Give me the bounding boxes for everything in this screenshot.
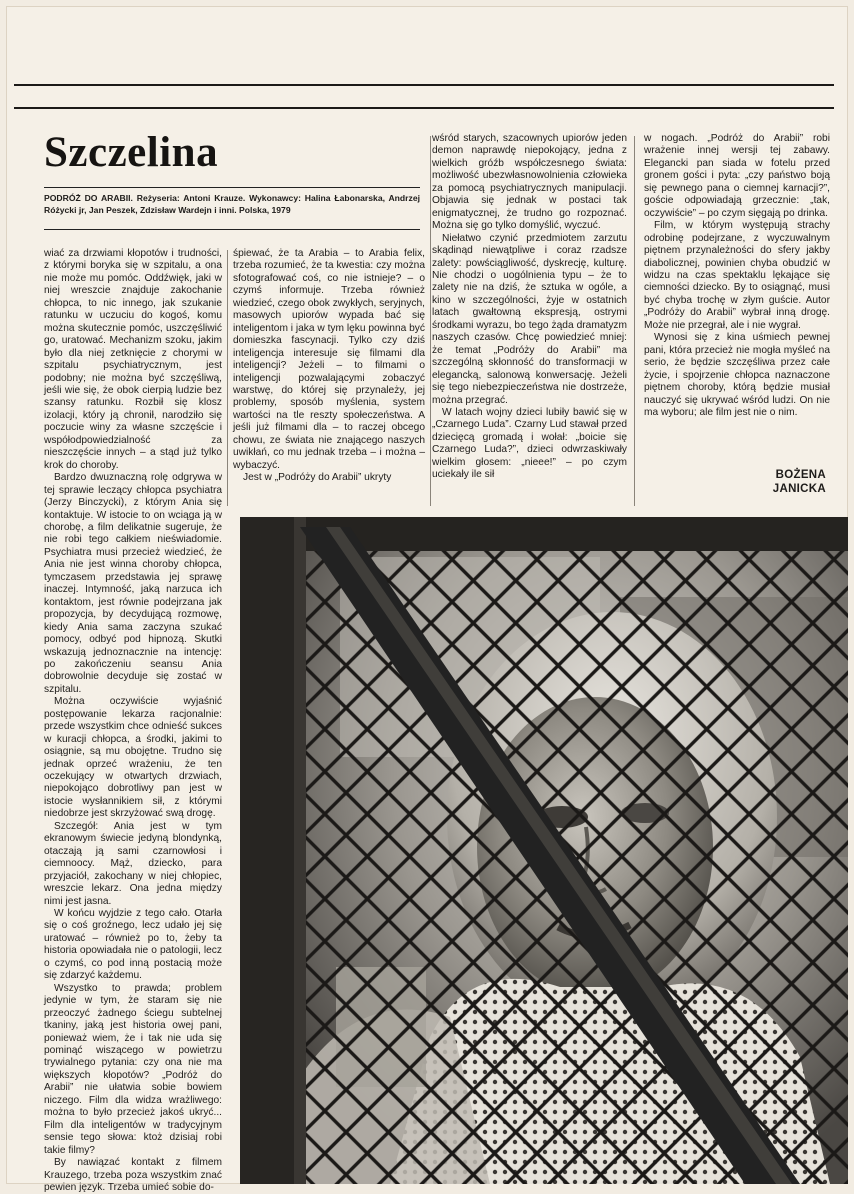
header-rule — [14, 107, 834, 109]
credits-rule-bottom — [44, 229, 420, 230]
author-first-name: BOŻENA — [775, 469, 826, 481]
fence-photo-illustration — [240, 517, 848, 1184]
article-column-3 — [432, 133, 627, 501]
article-title: Szczelina — [44, 129, 219, 176]
column-divider — [634, 136, 635, 506]
paragraph: W latach wojny dzieci lubiły bawić się w „Czarnego Luda”. Czarny Lud stawał przed dziecięcą gromadą i wołał: „boicie się Czarnego Luda?”, dzieci odwrzaskiwały wielkim głosem: „nieee!” – po czym uciekały ile sił — [432, 406, 627, 481]
paragraph: Wszystko to prawda; problem jedynie w tym, że staram się nie przeoczyć żadnego ściegu subtelnej tkaniny, jaką jest historia owej pani, ponieważ wiem, że i tak nie uda się pominąć wiszącego w powietrzu trywialnego pytania: czy ona nie ma większych kłopotów? „Podróż do Arabii” nie ułatwia sobie bowiem niczego. Film dla widza wrażliwego: można to było przecież jakoś ukryć... Film dla inteligentów w tradycyjnym sensie tego słowa: ktoż dzisiaj robi takie filmy? — [44, 982, 222, 1156]
column-divider — [227, 250, 228, 506]
author-last-name: JANICKA — [772, 483, 826, 495]
paragraph: By nawiązać kontakt z filmem Krauzego, trzeba poza wszystkim znać pewien język. Trzeba umieć sobie do- — [44, 1157, 222, 1193]
article-column-4 — [644, 133, 830, 448]
paragraph: Szczegół: Ania jest w tym ekranowym świecie jedyną blondynką, otaczają ją sami czarnowłosi i ciemnoocy. Mąż, dziecko, para przyjaciół, zakochany w niej chłopiec, wreszcie lekarz. Ona jedna między nimi jest jasna. — [44, 820, 222, 907]
film-still-photo — [240, 517, 848, 1184]
paragraph: Niełatwo czynić przedmiotem zarzutu skądinąd niewątpliwe i coraz rzadsze zalety: powściągliwość, dyskrecję, kulturę. Nie chodzi o uogólnienia typu – że to zalety nie na dziś, że sztuka w ogóle, a kino w szczególności, żyje w ostatnich latach gwałtowną ekspresją, ostrymi środkami wyrazu, bo tego żąda dramatyzm naszych czasów. Chcę powiedzieć mniej: że temat „Podróży do Arabii” ma szczególną skłonność do transformacji w elegancką, salonową konwersację. Jeżeli się tego niebezpieczeństwa nie dostrzeże, można przegrać. — [432, 232, 627, 406]
paragraph: w nogach. „Podróż do Arabii” robi wrażenie innej wersji tej zabawy. Elegancki pan siada w fotelu przed gronem gości i pyta: „czy państwo boją się pewnego pana o ciemnej karnacji?”, goście odpowiadają grzecznie: „tak, oczywiście” – po czym sięgają po drinka. — [644, 133, 830, 219]
article-column-2 — [233, 248, 425, 500]
paragraph: wśród starych, szacownych upiorów jeden demon naprawdę niepokojący, jedna z wielkich gróźb współczesnego świata: możliwość ubezwłasnowolnienia człowieka za pomocą psychiatrycznych manipulacji. Objawia się jednak w postaci tak enigmatycznej, że trudno go rozpoznać. Można się go tylko domyślić, wyczuć. — [432, 133, 627, 232]
column-divider — [430, 136, 431, 506]
paragraph: Wynosi się z kina uśmiech pewnej pani, która przecież nie mogła myśleć na serio, że będzie szczęśliwa przez całe życie, i spojrzenie chłopca naznaczone piętnem choroby, którą będzie musiał nauczyć się ukrywać wśród ludzi. On nie ma wyboru; ale film jest nie o nim. — [644, 332, 830, 418]
author-byline — [744, 468, 826, 496]
top-rule — [14, 84, 834, 86]
paragraph: Film, w którym występują strachy odrobinę podejrzane, z wyczuwalnym piętnem przynależności do sfery jakby diabolicznej, powinien chyba obudzić w widzu na czas spektaklu lękające się ciemności dziecko. By to osiągnąć, musi być chyba trochę w złym guście. Autor „Podróży do Arabii” wybrał inną drogę. Może nie przegrał, ale i nie wygrał. — [644, 220, 830, 331]
paragraph: Można oczywiście wyjaśnić postępowanie lekarza racjonalnie: przede wszystkim chce odnieść sukces w kuracji chłopca, a środki, jakimi to osiągnie, są mu obojętne. Trudno się jednak oprzeć wrażeniu, że ten oczekujący w otwartych drzwiach, niepokojąco dobrotliwy pan jest w istocie wysłannikiem sił, z którymi niedobrze jest skrzyżować swą drogę. — [44, 696, 222, 820]
paragraph: Bardzo dwuznaczną rolę odgrywa w tej sprawie leczący chłopca psychiatra (Jerzy Binczycki), z którym Ania się kontaktuje. W istocie to on wciąga ją w chorobę, a film delikatnie sugeruje, że nie robi tego całkiem nieświadomie. Psychiatra musi przecież wiedzieć, że Ania nie jest winna choroby chłopca, tymczasem przedstawia jej sprawę inaczej. Intymność, jaką narzuca ich kontaktom, jest równie podejrzana jak propozycja, by decydującą rozmowę, kiedy Ania sama zaczyna szukać pomocy, odbyć pod hipnozą. Skutki wskazują jednoznacznie na intencję: po zakończeniu seansu Ania dobrowolnie decyduje się zostać w szpitalu. — [44, 472, 222, 695]
paragraph: W końcu wyjdzie z tego cało. Otarła się o coś groźnego, lecz udało jej się uratować – również po to, żeby ta historia opowiadała nie o patologii, lecz o czymś, co pod inną postacią może się zdarzyć każdemu. — [44, 908, 222, 982]
article-column-1 — [44, 248, 222, 1193]
credits-rule-top — [44, 187, 420, 188]
paragraph: wiać za drzwiami kłopotów i trudności, z którymi boryka się w szpitalu, a ona nie może mu pomóc. Oddźwięk, jaki w niej wreszcie znajduje zakochanie chłopca, to nic innego, jak szukanie ratunku w uczuciu do kogoś, komu można skutecznie pomóc, uszczęśliwić go, uratować. Mechanizm szoku, jakim było dla niej zetknięcie z chorymi w szpitalu psychiatrycznym, jest podobny; nie można być szczęśliwą, jeśli wie się, że obok cierpią ludzie bez szansy ratunku. Rozbił się klosz izolacji, który ją chronił, narodziło się poczucie winy za własne szczęście i współodpowiedzialność za nieszczęście innych – a stąd już tylko krok do choroby. — [44, 248, 222, 471]
film-credits: PODRÓŻ DO ARABII. Reżyseria: Antoni Krauze. Wykonawcy: Halina Łabonarska, Andrzej Różycki jr, Jan Peszek, Zdzisław Wardejn i inni. Polska, 1979 — [44, 193, 420, 215]
paragraph: Jest w „Podróży do Arabii” ukryty — [243, 472, 392, 484]
paragraph: śpiewać, że ta Arabia – to Arabia felix, trzeba rozumieć, że ta kwestia: czy można sfotografować coś, co nie istnieje? – o czymś informuje. Trzeba również wiedzieć, czego obok zwykłych, seryjnych, masowych upiorów wypada bać się inteligentom i jaka w tym lęku powinna być domieszka fascynacji. Tylko czy dziś inteligencja interesuje się filmami dla inteligencji? Jeżeli – to filmami o inteligencji pozwalającymi zobaczyć warstwę, do której się przynależy, jej problemy, sposób myślenia, system wartości na tle reszty społeczeństwa. A jeśli już filmami dla – to raczej obcego chowu, ze świata nie znającego naszych uwikłań, co mu jednak trzeba – i można – wybaczyć. — [233, 248, 425, 471]
